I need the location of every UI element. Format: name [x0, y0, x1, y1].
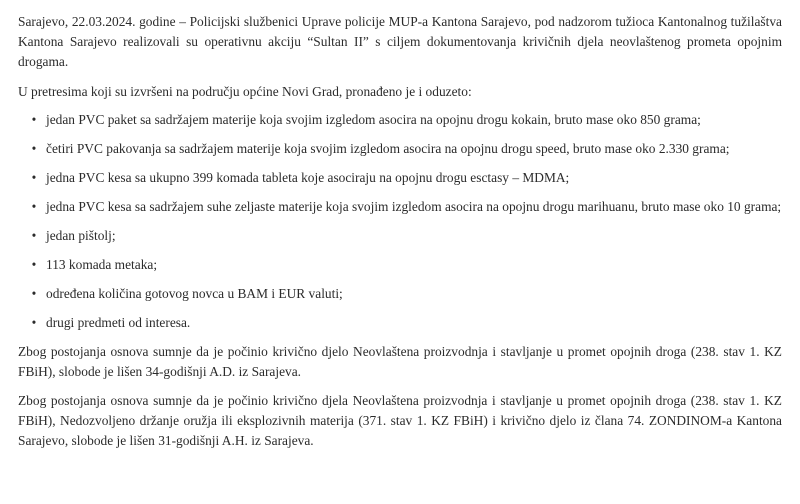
list-item-text: jedna PVC kesa sa sadržajem suhe zeljaste materije koja svojim izgledom asocira na opojnu drogu marihuanu, bruto mase oko 10 grama;	[46, 199, 782, 214]
bullet-icon: •	[31, 141, 37, 156]
list-item	[18, 139, 782, 159]
list-item-text: drugi predmeti od interesa.	[46, 315, 191, 330]
list-item-text: četiri PVC pakovanja sa sadržajem materije koja svojim izgledom asocira na opojnu drogu speed, bruto mase oko 2.330 grama;	[46, 141, 730, 156]
bullet-icon: •	[31, 170, 37, 185]
list-item-text: 113 komada metaka;	[46, 257, 158, 272]
list-item	[18, 284, 782, 304]
list-item	[18, 226, 782, 246]
list-item	[18, 313, 782, 333]
bullet-icon: •	[31, 112, 37, 127]
list-item-text: jedan PVC paket sa sadržajem materije koja svojim izgledom asocira na opojnu drogu kokain, bruto mase oko 850 grama;	[46, 112, 701, 127]
list-item	[18, 255, 782, 275]
bullet-icon: •	[31, 257, 37, 272]
list-item-text: određena količina gotovog novca u BAM i EUR valuti;	[46, 286, 343, 301]
bullet-icon: •	[31, 315, 37, 330]
list-item	[18, 110, 782, 130]
arrest-paragraph-1: Zbog postojanja osnova sumnje da je počinio krivično djelo Neovlaštena proizvodnja i stavljanje u promet opojnih droga (238. stav 1. KZ FBiH), slobode je lišen 34-godišnji A.D. iz Sarajeva.	[18, 344, 782, 379]
list-item	[18, 168, 782, 188]
intro-paragraph: Sarajevo, 22.03.2024. godine – Policijski službenici Uprave policije MUP-a Kantona Sarajevo, pod nadzorom tužioca Kantonalnog tužilaštva Kantona Sarajevo realizovali su operativnu akciju “Sultan II” s ciljem dokumentovanja krivičnih djela neovlaštenog prometa opojnim drogama.	[18, 14, 782, 69]
list-item	[18, 197, 782, 217]
seized-items-list	[18, 110, 782, 333]
bullet-icon: •	[31, 286, 37, 301]
bullet-icon: •	[31, 199, 37, 214]
bullet-icon: •	[31, 228, 37, 243]
seized-items-lead: U pretresima koji su izvršeni na području općine Novi Grad, pronađeno je i oduzeto:	[18, 84, 472, 99]
list-item-text: jedan pištolj;	[46, 228, 116, 243]
list-item-text: jedna PVC kesa sa ukupno 399 komada tableta koje asociraju na opojnu drogu esctasy – MDMA;	[46, 170, 570, 185]
arrest-paragraph-2: Zbog postojanja osnova sumnje da je počinio krivično djela Neovlaštena proizvodnja i stavljanje u promet opojnih droga (238. stav 1. KZ FBiH), Nedozvoljeno držanje oružja ili eksplozivnih materija (371. stav 1. KZ FBiH) i krivično djelo iz člana 74. ZONDINOM-a Kantona Sarajevo, slobode je lišen 31-godišnji A.H. iz Sarajeva.	[18, 393, 782, 448]
